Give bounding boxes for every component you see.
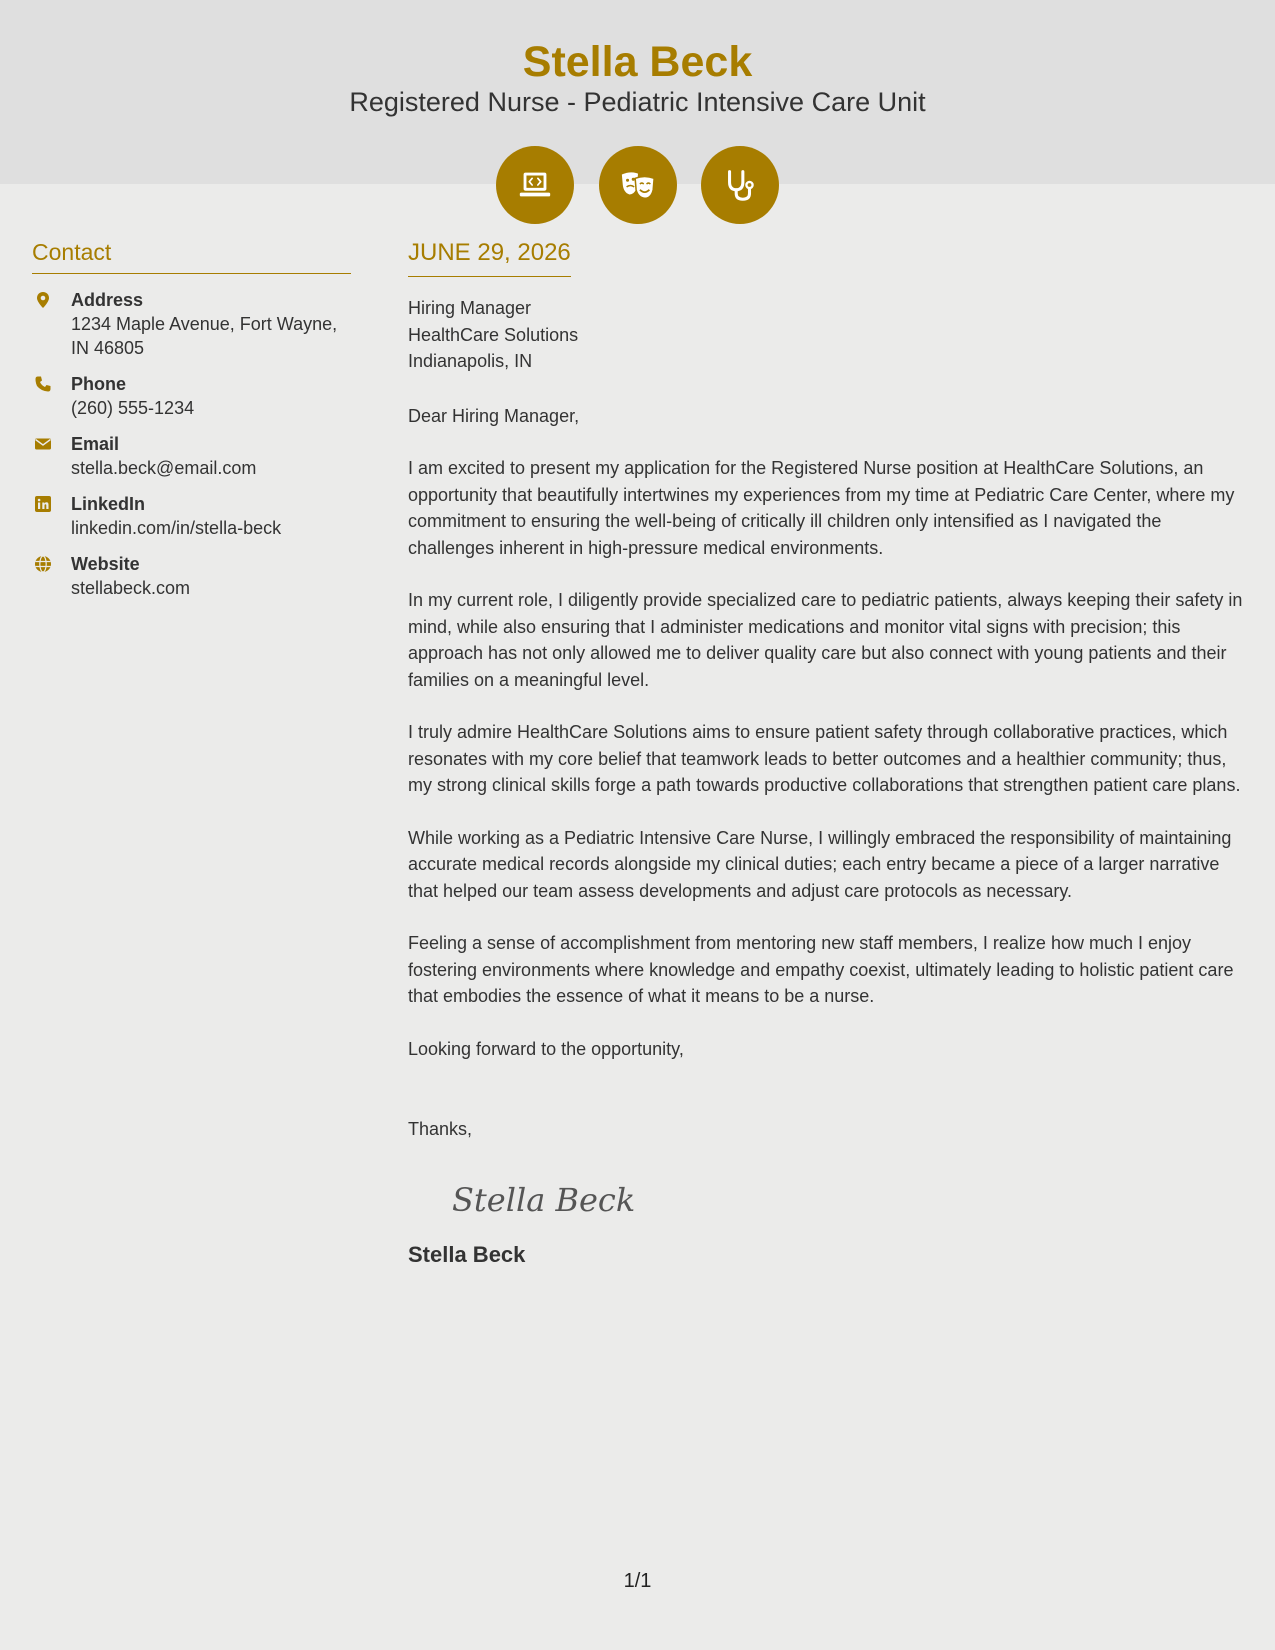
recipient-line3: Indianapolis, IN (408, 351, 533, 371)
linkedin-icon (34, 495, 52, 513)
contact-address (32, 288, 351, 360)
contact-sidebar (32, 236, 351, 600)
address-label: Address (71, 290, 144, 310)
salutation: Dear Hiring Manager, (408, 405, 580, 426)
map-marker-icon (34, 291, 52, 309)
address-line1: 1234 Maple Avenue, Fort Wayne, (71, 314, 338, 334)
signature-image (448, 1175, 648, 1225)
paragraph-1: I am excited to present my application for the Registered Nurse position at HealthCare Solutions, an opportunity that beautifully intertwines my experiences from my time at Pediatric Care Center, where my commitment to ensuring the well-being of critically ill children only intensified as I navigated the challenges inherent in high-pressure medical environments. (408, 458, 1235, 558)
closing-line: Looking forward to the opportunity, (408, 1038, 684, 1059)
contact-linkedin (32, 492, 351, 540)
contact-email (32, 432, 351, 480)
address-line2: IN 46805 (71, 338, 145, 358)
theater-masks-icon (599, 146, 677, 224)
laptop-code-icon (496, 146, 574, 224)
globe-icon (34, 555, 52, 573)
signature-text: Stella Beck (452, 1180, 636, 1219)
letter-date: JUNE 29, 2026 (408, 236, 571, 277)
job-title: Registered Nurse - Pediatric Intensive Care Unit (349, 87, 926, 117)
phone-icon (34, 375, 52, 393)
contact-heading: Contact (32, 236, 351, 274)
signoff: Thanks, (408, 1119, 473, 1139)
email-label: Email (71, 434, 120, 454)
applicant-name: Stella Beck (522, 38, 753, 86)
recipient-line2: HealthCare Solutions (408, 324, 579, 345)
signed-name: Stella Beck (408, 1241, 526, 1267)
phone-label: Phone (71, 374, 127, 394)
email-value[interactable]: stella.beck@email.com (71, 458, 257, 478)
letter-body (408, 236, 1248, 1268)
paragraph-5: Feeling a sense of accomplishment from mentoring new staff members, I realize how much I enjoy fostering environments where knowledge and empathy coexist, ultimately leading to holistic patient care that embodies the essence of what it means to be a nurse. (408, 933, 1234, 1006)
phone-value: (260) 555-1234 (71, 398, 195, 418)
paragraph-3: I truly admire HealthCare Solutions aims to ensure patient safety through collaborative practices, which resonates with my core belief that teamwork leads to better outcomes and a healthier community; thus, my strong clinical skills forge a path towards productive collaborations that strengthen patient care plans. (408, 722, 1241, 795)
recipient-block (408, 295, 1248, 375)
linkedin-value[interactable]: linkedin.com/in/stella-beck (71, 518, 282, 538)
envelope-icon (34, 435, 52, 453)
linkedin-label: LinkedIn (71, 494, 146, 514)
contact-website (32, 552, 351, 600)
page-number: 1/1 (623, 1570, 652, 1592)
paragraph-2: In my current role, I diligently provide specialized care to pediatric patients, always keeping their safety in mind, while also ensuring that I administer medications and monitor vital signs with precision; this approach has not only allowed me to deliver quality care but also connect with young patients and their families on a meaningful level. (408, 590, 1243, 690)
paragraph-4: While working as a Pediatric Intensive Care Nurse, I willingly embraced the responsibility of maintaining accurate medical records alongside my clinical duties; each entry became a piece of a larger narrative that helped our team assess developments and adjust care protocols as necessary. (408, 827, 1232, 901)
recipient-line1: Hiring Manager (408, 298, 532, 318)
stethoscope-icon (701, 146, 779, 224)
contact-phone (32, 372, 351, 420)
website-label: Website (71, 554, 140, 574)
website-value[interactable]: stellabeck.com (71, 578, 191, 598)
